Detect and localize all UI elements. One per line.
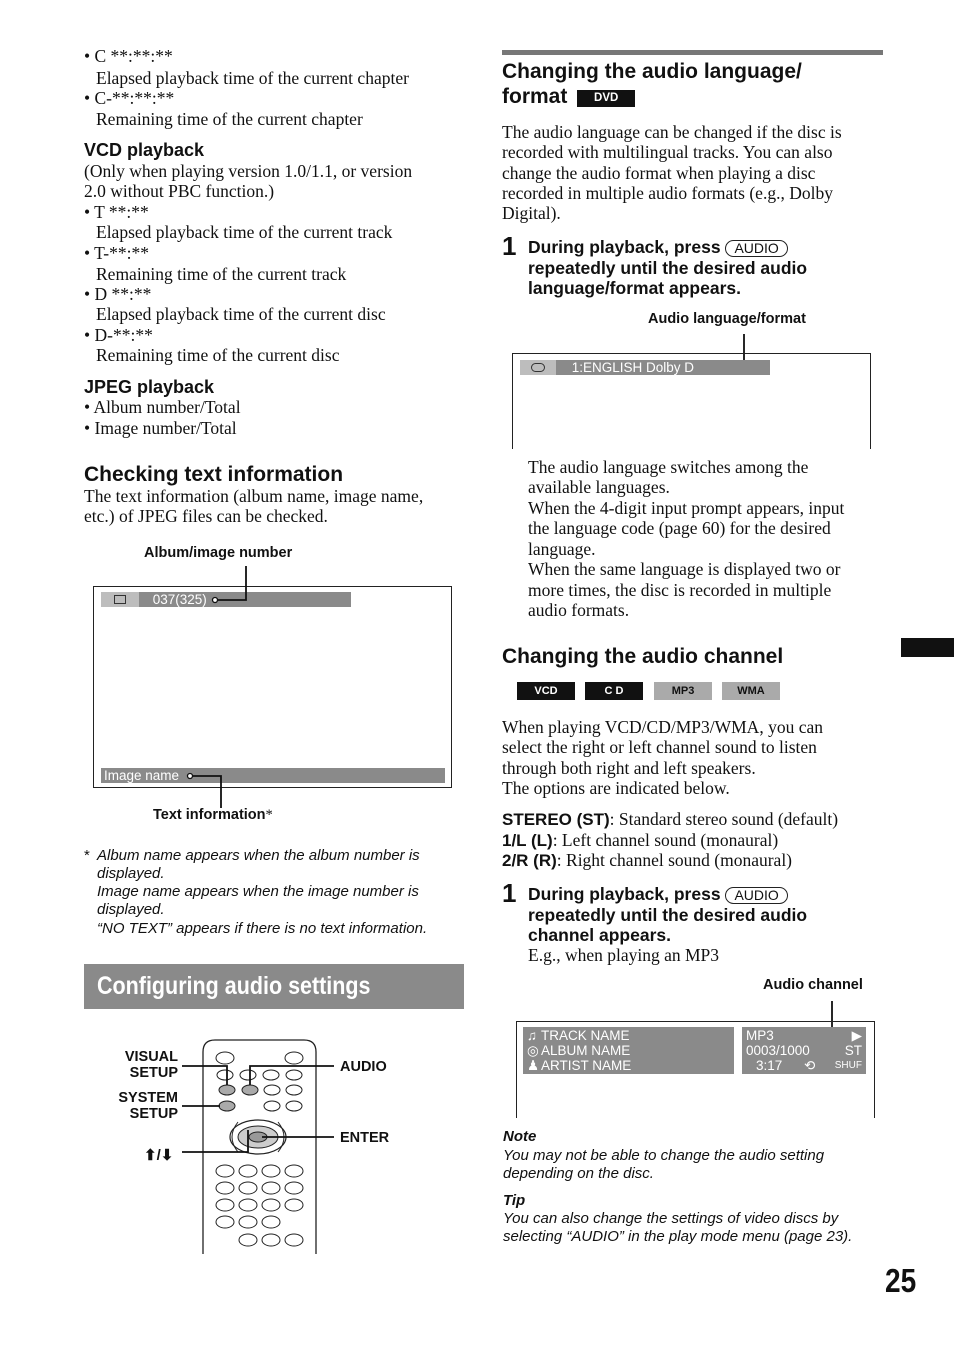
lang-after: audio formats. [528,600,630,620]
list-item-desc: Elapsed playback time of the current disc [96,304,386,324]
channel-step: During playback, press AUDIO repeatedly until the desired audio channel appears. [528,884,808,945]
enter-label: ENTER [340,1130,390,1146]
list-item-desc: Remaining time of the current chapter [96,109,363,129]
audio-channel-heading: Changing the audio channel [502,645,784,668]
text-info-heading: Checking text information [84,463,344,486]
page-number: 25 [885,1262,917,1299]
list-item: • T **:** [84,202,149,222]
image-name-value: Image name [104,768,180,783]
list-item-desc: Elapsed playback time of the current track [96,222,393,242]
lang-body: recorded with multilingual tracks. You can also [502,142,833,162]
step-number: 1 [502,878,517,908]
tip-title: Tip [503,1192,526,1209]
vcd-intro-line: 2.0 without PBC function.) [84,181,275,201]
visual-setup-label: VISUAL SETUP [124,1049,178,1081]
channel-option: STEREO (ST): Standard stereo sound (default) [502,809,839,829]
artist-name: ARTIST NAME [541,1058,632,1073]
list-item: • C-**:**:** [84,88,175,108]
track-info-panel [523,1027,734,1074]
tip-line: selecting “AUDIO” in the play mode menu (page 23). [503,1228,853,1245]
audio-button: AUDIO [725,887,787,904]
elapsed-time: 3:17 [756,1058,783,1073]
list-item: • D **:** [84,284,152,304]
lang-after: the language code (page 60) for the desired [528,518,831,538]
lang-after: When the 4-digit input prompt appears, input [528,498,845,518]
tip-line: You can also change the settings of video discs by [503,1210,839,1227]
album-number-value: 037(325) [152,592,207,607]
channel-option: 2/R (R): Right channel sound (monaural) [502,850,793,870]
lang-after: When the same language is displayed two or [528,559,841,579]
note-line: You may not be able to change the audio setting [503,1147,825,1164]
channel-option: 1/L (L): Left channel sound (monaural) [502,830,779,850]
audio-language-label: Audio language/format [648,311,806,327]
vcd-badge: VCD [517,682,575,700]
track-name: TRACK NAME [541,1028,630,1043]
footnote-line: Album name appears when the album number is [97,847,420,864]
repeat-icon: ⟲ [804,1058,816,1073]
top-rule [502,50,883,55]
text-info-label: Text information* [153,807,273,823]
section-banner-title: Configuring audio settings [97,972,371,1000]
cd-badge: C D [585,682,643,700]
vcd-intro-line: (Only when playing version 1.0/1.1, or version [84,161,413,181]
lang-body: change the audio format when playing a disc [502,163,816,183]
lang-after: language. [528,539,596,559]
note-title: Note [503,1128,537,1145]
album-name: ALBUM NAME [541,1043,631,1058]
lang-body: recorded in multiple audio formats (e.g., Dolby [502,183,833,203]
lang-after: The audio language switches among the [528,457,809,477]
list-item: • Album number/Total [84,397,241,417]
list-item: • T-**:** [84,243,149,263]
step-number: 1 [502,231,517,261]
mp3-badge: MP3 [654,682,712,700]
lang-step: During playback, press AUDIO repeatedly until the desired audio language/format appears. [528,237,808,298]
channel-body: When playing VCD/CD/MP3/WMA, you can [502,717,823,737]
channel-body: through both right and left speakers. [502,758,756,778]
channel-body: The options are indicated below. [502,778,730,798]
footnote-line: displayed. [97,865,165,882]
text-info-body: etc.) of JPEG files can be checked. [84,506,328,526]
album-number-label: Album/image number [144,545,293,561]
list-item-desc: Remaining time of the current disc [96,345,340,365]
note-line: depending on the disc. [503,1165,654,1182]
audio-channel-label: Audio channel [763,977,863,993]
audio-language-bar [520,360,770,375]
system-setup-label: SYSTEM SETUP [118,1090,178,1122]
vcd-heading: VCD playback [84,140,205,160]
audio-language-value: 1:ENGLISH Dolby D [571,360,695,375]
lang-after: available languages. [528,477,670,497]
shuffle-indicator: SHUF [834,1060,862,1071]
track-counter: 0003/1000 [746,1043,810,1058]
person-icon: ♟ [527,1058,540,1073]
lang-body: The audio language can be changed if the disc is [502,122,842,142]
audio-language-heading: Changing the audio language/ format DVD [502,60,802,108]
list-item: • C **:**:** [84,46,173,66]
wma-badge: WMA [722,682,780,700]
text-info-body: The text information (album name, image name, [84,486,424,506]
format-value: MP3 [746,1028,774,1043]
footnote-line: “NO TEXT” appears if there is no text information. [97,920,428,937]
footnote-line: displayed. [97,901,165,918]
audio-disc-icon [520,360,556,375]
list-item-desc: Elapsed playback time of the current chapter [96,68,409,88]
footnote-mark: * [84,847,90,864]
disc-icon: ◎ [527,1043,539,1058]
play-icon: ▶ [851,1028,862,1043]
channel-body: select the right or left channel sound to listen [502,737,817,757]
channel-value: ST [844,1043,862,1058]
audio-label: AUDIO [340,1059,387,1075]
channel-example: E.g., when playing an MP3 [528,945,720,965]
playback-status-panel [742,1027,866,1074]
list-item: • Image number/Total [84,418,237,438]
list-item-desc: Remaining time of the current track [96,264,347,284]
list-item: • D-**:** [84,325,153,345]
lang-body: Digital). [502,203,561,223]
note-icon: ♫ [527,1028,538,1043]
arrow-keys-label: ⬆/⬇ [144,1147,174,1164]
side-tab [901,638,954,657]
jpeg-heading: JPEG playback [84,377,215,397]
dvd-badge: DVD [577,90,635,107]
audio-button: AUDIO [725,240,787,257]
footnote-line: Image name appears when the image number is [97,883,419,900]
lang-after: more times, the disc is recorded in multiple [528,580,832,600]
